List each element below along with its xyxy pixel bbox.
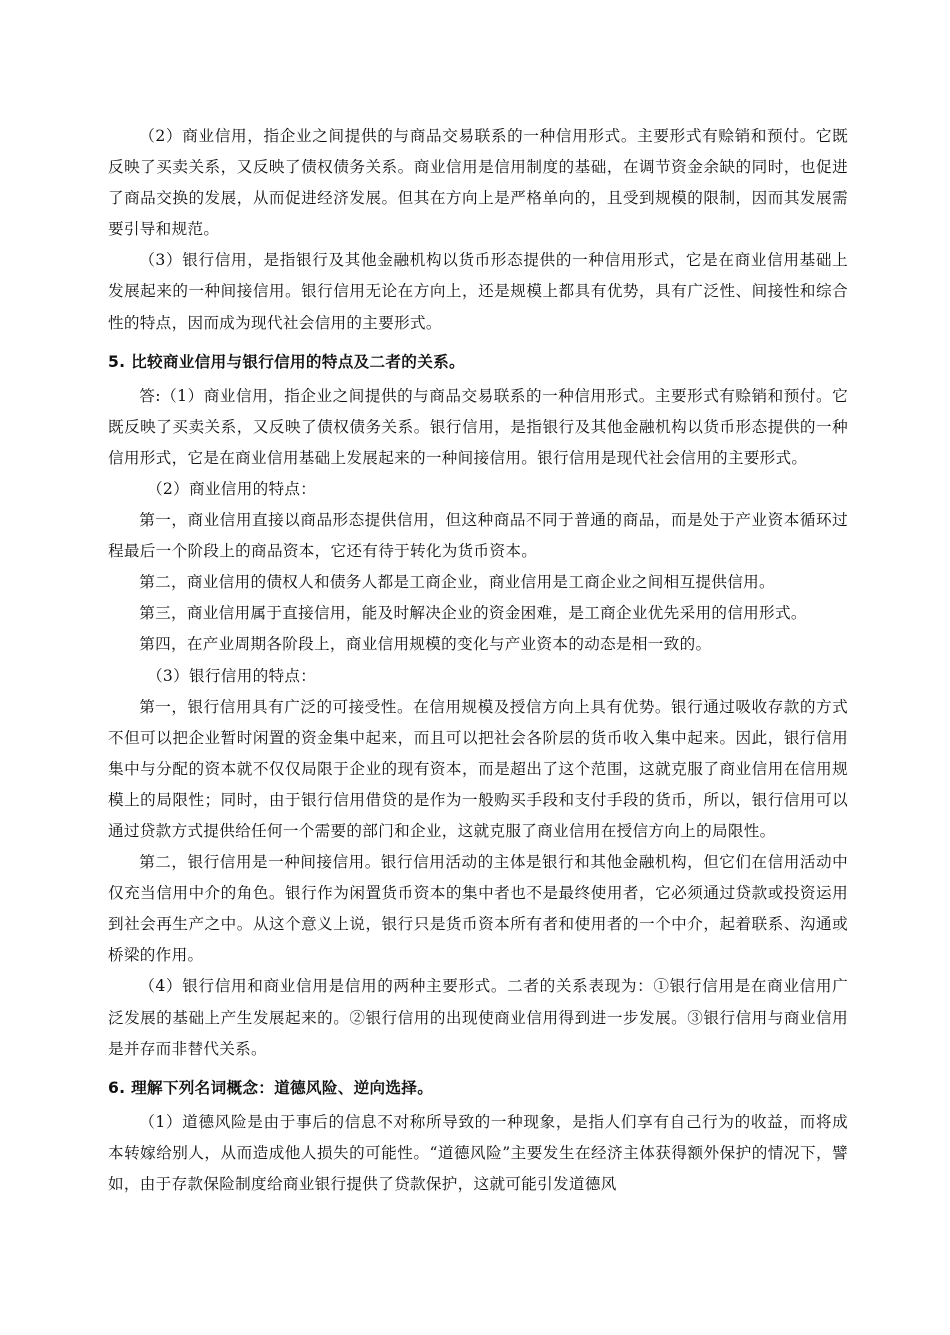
document-page	[108, 121, 848, 1200]
paragraph-bank-credit: （3）银行信用，是指银行及其他金融机构以货币形态提供的一种信用形式，它是在商业信用基础上发展起来的一种间接信用。银行信用无论在方向上，还是规模上都具有优势，具有广泛性、间接性和综合性的特点，因而成为现代社会信用的主要形式。	[108, 251, 848, 332]
question-5-answer: 答:（1）商业信用，指企业之间提供的与商品交易联系的一种信用形式。主要形式有赊销和预付。它既反映了买卖关系，又反映了债权债务关系。银行信用，是指银行及其他金融机构以货币形态提供的一种信用形式，它是在商业信用基础上发展起来的一种间接信用。银行信用是现代社会信用的主要形式。	[108, 386, 848, 467]
commercial-feature-1: 第一，商业信用直接以商品形态提供信用，但这种商品不同于普通的商品，而是处于产业资本循环过程最后一个阶段上的商品资本，它还有待于转化为货币资本。	[108, 511, 848, 561]
commercial-credit-features-title: （2）商业信用的特点：	[147, 479, 317, 498]
bank-credit-features-title: （3）银行信用的特点：	[147, 666, 317, 685]
bank-feature-2: 第二，银行信用是一种间接信用。银行信用活动的主体是银行和其他金融机构，但它们在信用活动中仅充当信用中介的角色。银行作为闲置货币资本的集中者也不是最终使用者，它必须通过贷款或投资运用到社会再生产之中。从这个意义上说，银行只是货币资本所有者和使用者的一个中介，起着联系、沟通或桥梁的作用。	[108, 853, 848, 965]
paragraph-commercial-credit: （2）商业信用，指企业之间提供的与商品交易联系的一种信用形式。主要形式有赊销和预付。它既反映了买卖关系，又反映了债权债务关系。商业信用是信用制度的基础，在调节资金余缺的同时，也促进了商品交换的发展，从而促进经济发展。但其在方向上是严格单向的，且受到规模的限制，因而其发展需要引导和规范。	[108, 127, 848, 239]
commercial-feature-3: 第三，商业信用属于直接信用，能及时解决企业的资金困难，是工商企业优先采用的信用形式。	[139, 604, 807, 623]
bank-feature-1: 第一，银行信用具有广泛的可接受性。在信用规模及授信方向上具有优势。银行通过吸收存款的方式不但可以把企业暂时闲置的资金集中起来，而且可以把社会各阶层的货币收入集中起来。因此，银行信用集中与分配的资本就不仅仅局限于企业的现有资本，而是超出了这个范围，这就克服了商业信用在信用规模上的局限性；同时，由于银行信用借贷的是作为一般购买手段和支付手段的货币，所以，银行信用可以通过贷款方式提供给任何一个需要的部门和企业，这就克服了商业信用在授信方向上的局限性。	[108, 697, 848, 840]
credit-relationship: （4）银行信用和商业信用是信用的两种主要形式。二者的关系表现为：①银行信用是在商业信用广泛发展的基础上产生发展起来的。②银行信用的出现使商业信用得到进一步发展。③银行信用与商业信用是并存而非替代关系。	[108, 977, 848, 1058]
commercial-feature-2: 第二，商业信用的债权人和债务人都是工商企业，商业信用是工商企业之间相互提供信用。	[139, 573, 775, 592]
moral-hazard-paragraph: （1）道德风险是由于事后的信息不对称所导致的一种现象，是指人们享有自己行为的收益，而将成本转嫁给别人，从而造成他人损失的可能性。“道德风险”主要发生在经济主体获得额外保护的情况下，譬如，由于存款保险制度给商业银行提供了贷款保护，这就可能引发道德风	[108, 1112, 848, 1193]
commercial-feature-4: 第四，在产业周期各阶段上，商业信用规模的变化与产业资本的动态是相一致的。	[139, 635, 712, 654]
question-6-heading: 6. 理解下列名词概念：道德风险、逆向选择。	[108, 1078, 434, 1097]
question-5-heading: 5. 比较商业信用与银行信用的特点及二者的关系。	[108, 352, 465, 371]
